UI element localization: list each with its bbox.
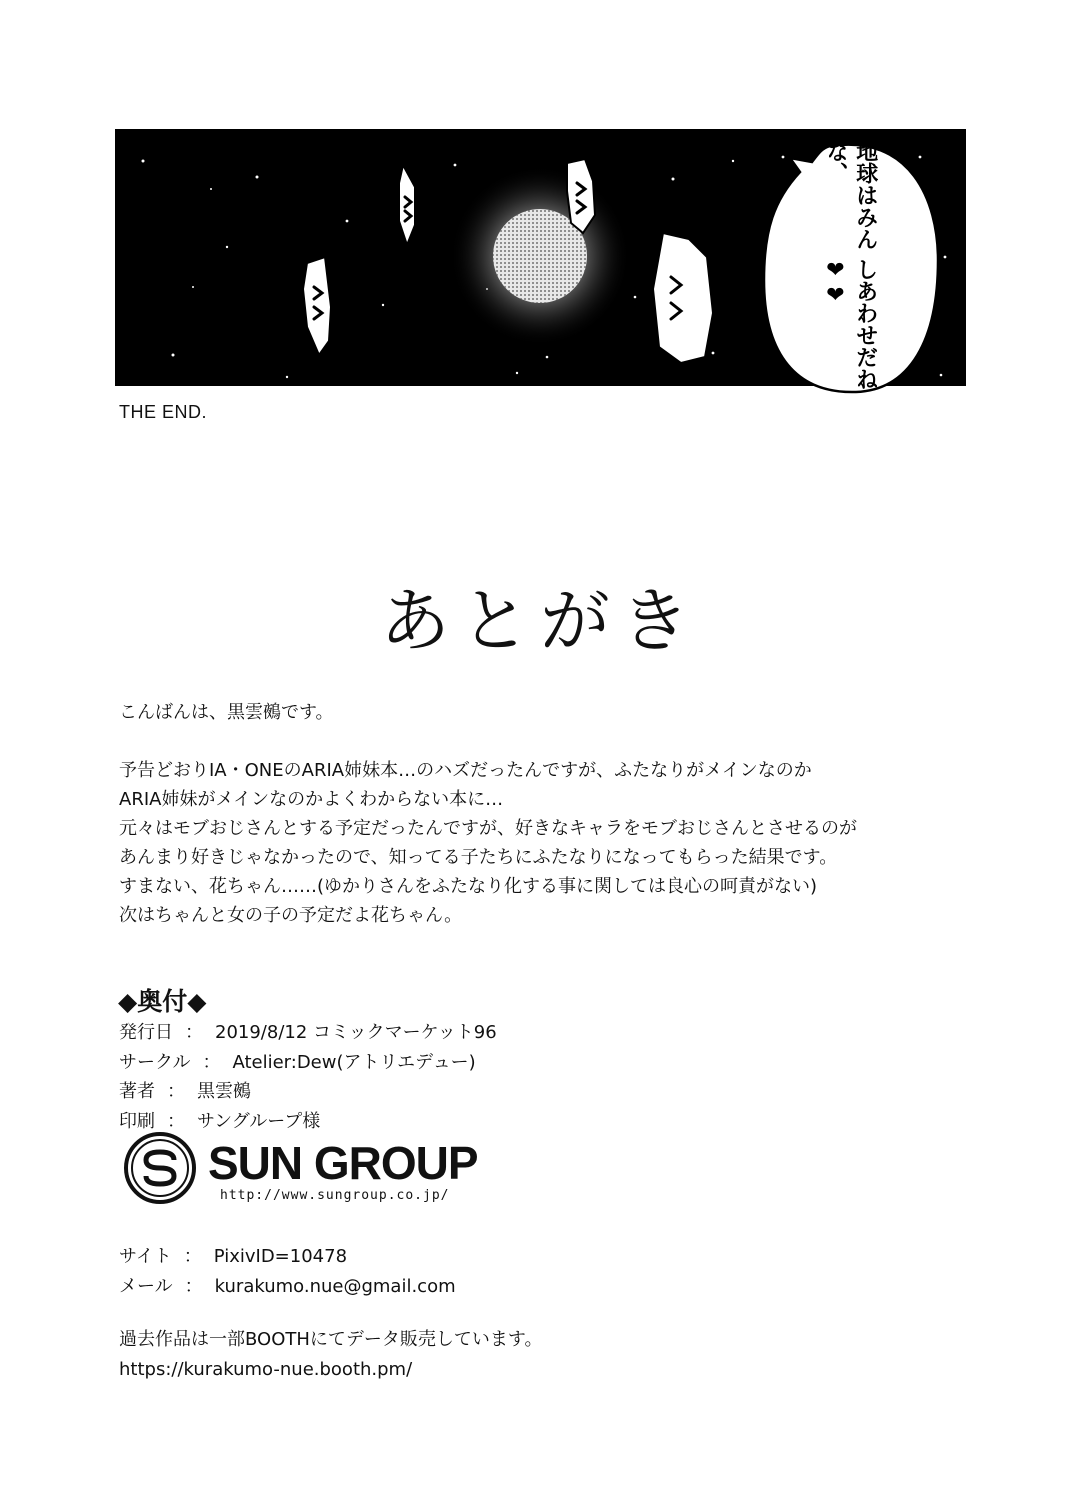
row-separator: ： (202, 1051, 221, 1073)
paragraph-line: あんまり好きじゃなかったので、知ってる子たちにふたなりになってもらった結果です。 (119, 847, 838, 868)
row-key: 著者 (119, 1081, 155, 1102)
colophon-row-author (119, 1077, 497, 1107)
row-value: 2019/8/12 コミックマーケット96 (215, 1022, 497, 1043)
paragraph-line: 元々はモブおじさんとする予定だったんですが、好きなキャラをモブおじさんとさせるのが (119, 818, 857, 839)
row-value: サングループ様 (197, 1110, 321, 1132)
contact-row-mail (119, 1272, 456, 1302)
row-key: 発行日 (119, 1022, 173, 1043)
row-separator: ： (184, 1275, 203, 1297)
paragraph-line: 予告どおりIA・ONEのARIA姉妹本…のハズだったんですが、ふたなりがメインなのか (119, 760, 812, 781)
greeting: こんばんは、黒雲鵺です。 (119, 702, 334, 723)
row-key: サイト (119, 1246, 172, 1267)
row-key: 印刷 (119, 1110, 155, 1132)
speech-line: しあわせだね❤❤ (823, 258, 878, 391)
booth-link[interactable]: https://kurakumo-nue.booth.pm/ (119, 1359, 413, 1380)
sun-group-logo (122, 1130, 512, 1210)
row-separator: ： (167, 1081, 185, 1102)
colophon (119, 1018, 497, 1136)
row-separator: ： (185, 1022, 203, 1043)
paragraph-line: 次はちゃんと女の子の予定だよ花ちゃん。 (119, 905, 463, 926)
booth-note: 過去作品は一部BOOTHにてデータ販売しています。 (119, 1329, 543, 1350)
row-value: Atelier:Dew(アトリエデュー) (232, 1051, 476, 1073)
row-separator: ： (183, 1246, 202, 1267)
paragraph-line: すまない、花ちゃん……(ゆかりさんをふたなり化する事に関しては良心の呵責がない) (119, 876, 818, 897)
row-value: kurakumo.nue@gmail.com (214, 1275, 456, 1297)
afterword-title: あとがき (380, 580, 700, 662)
row-key: メール (119, 1275, 173, 1297)
colophon-row-circle (119, 1048, 497, 1078)
colophon-title: ◆奥付◆ (118, 987, 207, 1016)
contact-info (119, 1242, 456, 1301)
speech-line: 地球はみんな、 (823, 140, 878, 250)
row-key: サークル (119, 1051, 191, 1073)
contact-row-site (119, 1242, 456, 1272)
paragraph-line: ARIA姉妹がメインなのかよくわからない本に… (119, 789, 504, 810)
logo-url: http://www.sungroup.co.jp/ (220, 1188, 450, 1203)
speech-bubble (760, 140, 940, 398)
booth-info (119, 1325, 542, 1385)
row-value: 黒雲鵺 (197, 1081, 251, 1102)
sun-group-logo-icon (122, 1130, 202, 1210)
afterword-body (119, 698, 999, 930)
logo-name: SUN GROUP (208, 1137, 478, 1189)
row-separator: ： (167, 1110, 185, 1132)
speech-bubble-text (760, 140, 940, 398)
row-value: PixivID=10478 (213, 1246, 348, 1267)
colophon-row-date (119, 1018, 497, 1048)
the-end-label: THE END. (119, 402, 208, 422)
